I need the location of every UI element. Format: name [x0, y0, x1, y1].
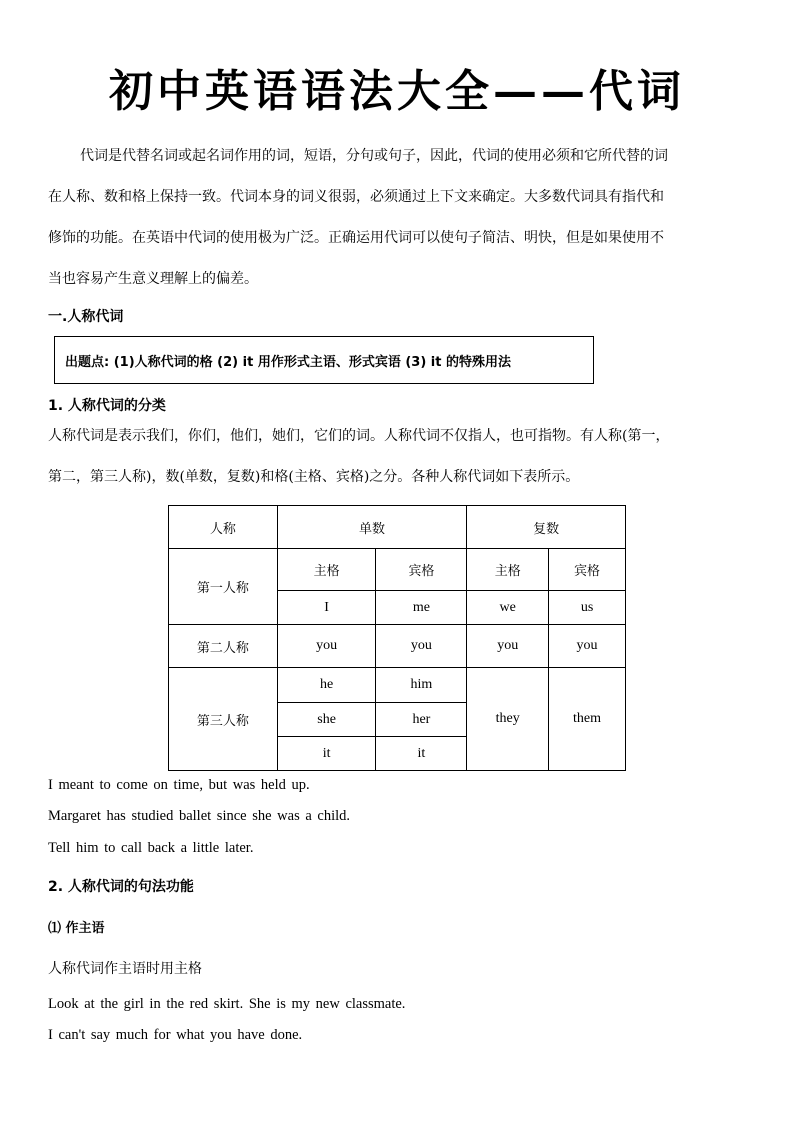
cell-pronoun: she: [277, 703, 376, 737]
subsection-heading-syntax-functions: 2. 人称代词的句法功能: [48, 879, 194, 895]
example-sentence: Tell him to call back a little later.: [48, 840, 254, 856]
header-nominative: 主格: [467, 549, 549, 591]
header-plural: 复数: [467, 506, 626, 549]
example-sentence: I meant to come on time, but was held up.: [48, 777, 310, 793]
subject-rule: 人称代词作主语时用主格: [48, 961, 202, 977]
desc-line: 第二，第三人称)，数(单数，复数)和格(主格、宾格)之分。各种人称代词如下表所示。: [48, 469, 580, 485]
header-person: 人称: [169, 506, 278, 549]
cell-pronoun: you: [549, 625, 626, 668]
cell-pronoun: us: [549, 591, 626, 625]
example-sentence: Margaret has studied ballet since she was a child.: [48, 808, 351, 824]
cell-pronoun: them: [549, 668, 626, 771]
example-sentence: Look at the girl in the red skirt. She is my new classmate.: [48, 996, 406, 1012]
header-nominative: 主格: [277, 549, 376, 591]
cell-pronoun: her: [376, 703, 467, 737]
cell-pronoun: I: [277, 591, 376, 625]
classification-description: [48, 416, 748, 498]
cell-pronoun: him: [376, 668, 467, 703]
header-singular: 单数: [277, 506, 467, 549]
cell-pronoun: it: [277, 737, 376, 771]
intro-line: 在人称、数和格上保持一致。代词本身的词义很弱，必须通过上下文来确定。大多数代词具有指代和: [48, 189, 664, 205]
subsection-heading-classification: 1. 人称代词的分类: [48, 398, 166, 414]
row-third-person: 第三人称: [169, 668, 278, 771]
cell-pronoun: we: [467, 591, 549, 625]
example-sentence: I can't say much for what you have done.: [48, 1027, 303, 1043]
page-title: 初中英语语法大全——代词: [109, 66, 685, 117]
intro-paragraph: [48, 136, 748, 300]
desc-line: 人称代词是表示我们，你们，他们，她们，它们的词。人称代词不仅指人，也可指物。有人称(第一，: [48, 428, 670, 444]
row-second-person: 第二人称: [169, 625, 278, 668]
intro-line: 代词是代替名词或起名词作用的词，短语，分句或句子，因此，代词的使用必须和它所代替的词: [80, 148, 668, 164]
cell-pronoun: it: [376, 737, 467, 771]
intro-line: 修饰的功能。在英语中代词的使用极为广泛。正确运用代词可以使句子简洁、明快，但是如果使用不: [48, 230, 664, 246]
header-objective: 宾格: [376, 549, 467, 591]
row-first-person: 第一人称: [169, 549, 278, 625]
section-heading-personal-pronouns: 一.人称代词: [48, 309, 124, 325]
intro-line: 当也容易产生意义理解上的偏差。: [48, 271, 258, 287]
cell-pronoun: you: [376, 625, 467, 668]
header-objective: 宾格: [549, 549, 626, 591]
cell-pronoun: he: [277, 668, 376, 703]
item-heading-as-subject: ⑴ 作主语: [48, 921, 105, 936]
cell-pronoun: me: [376, 591, 467, 625]
cell-pronoun: you: [277, 625, 376, 668]
cell-pronoun: they: [467, 668, 549, 771]
exam-points-box: 出题点: (1)人称代词的格 (2) it 用作形式主语、形式宾语 (3) it 的特殊用法: [54, 336, 594, 384]
personal-pronoun-table: [168, 505, 626, 771]
cell-pronoun: you: [467, 625, 549, 668]
